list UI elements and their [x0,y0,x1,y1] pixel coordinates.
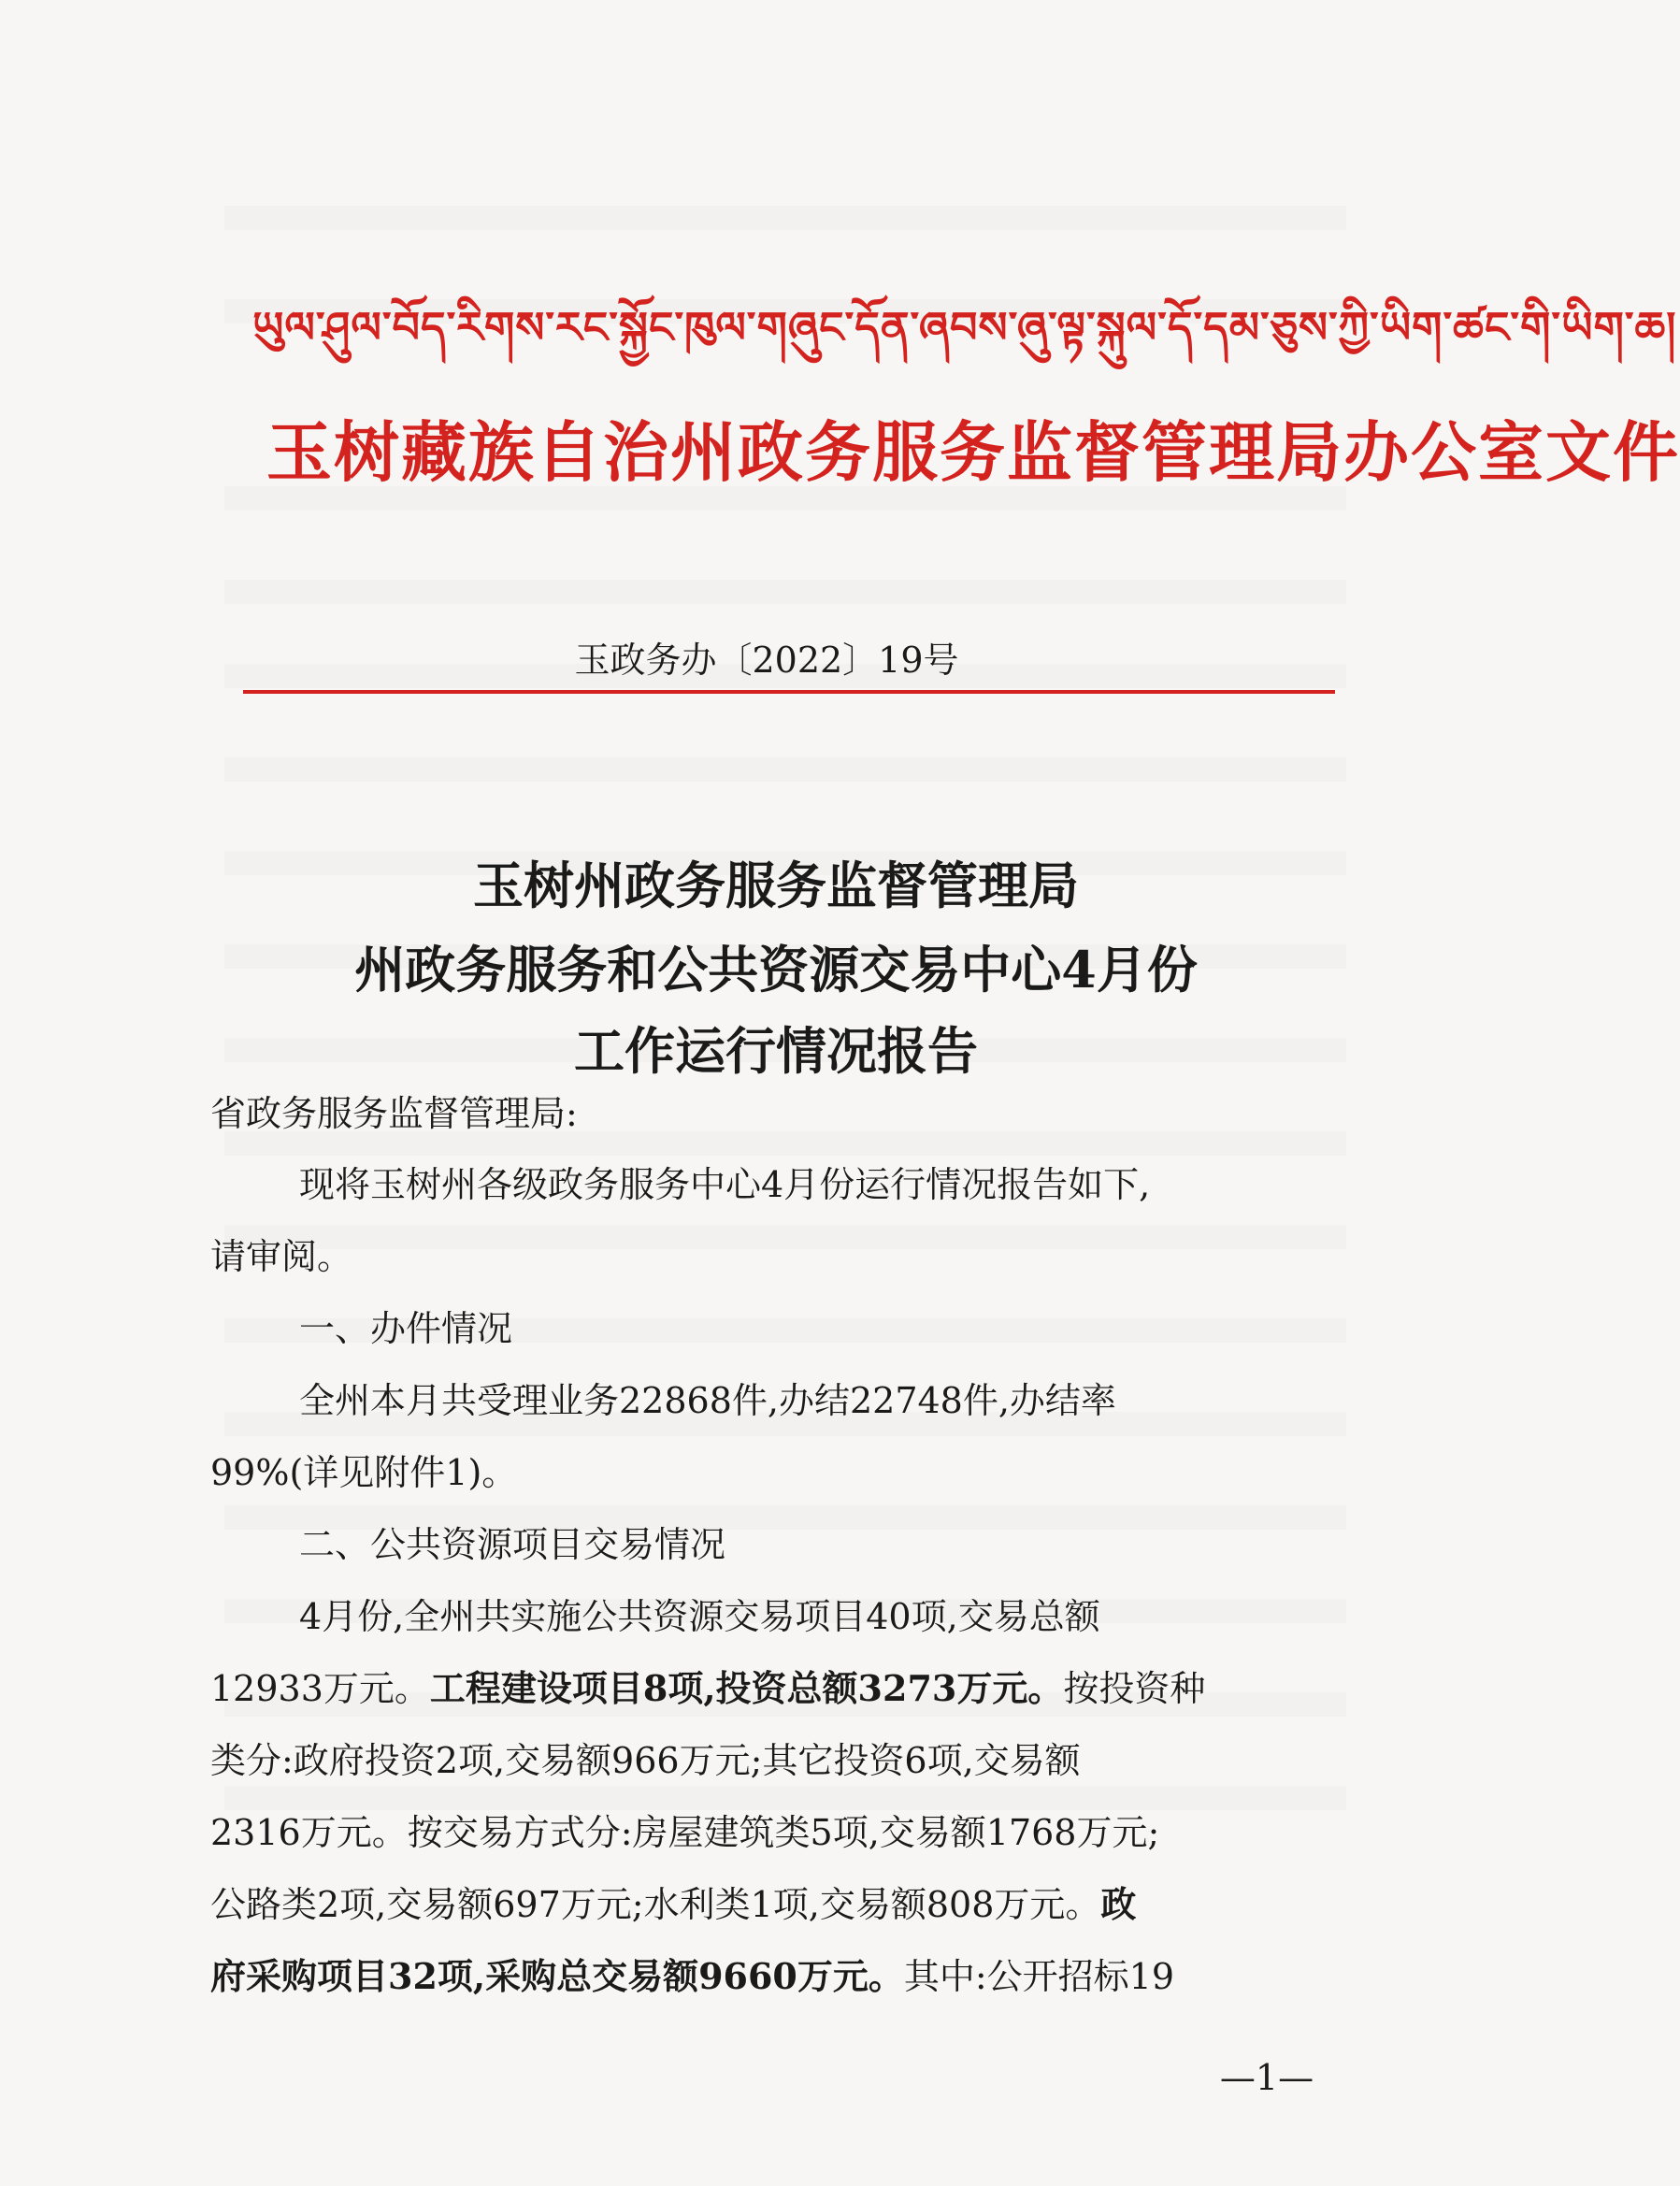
document-number: 玉政务办〔2022〕19号 [574,640,959,681]
section-1-line-1: 全州本月共受理业务22868件,办结22748件,办结率 [299,1380,1116,1421]
total-amount-text: 12933万元。 [210,1668,430,1709]
section-2-line-1: 4月份,全州共实施公共资源交易项目40项,交易总额 [299,1596,1100,1637]
open-tender-text: 其中:公开招标19 [903,1956,1175,1997]
procurement-lead: 政 [1100,1883,1137,1925]
tibetan-banner: ཡུལ་ཤུལ་བོད་རིགས་རང་སྐྱོང་ཁུལ་གཞུང་དོན་ཞབས་ཞུ་ལྟ་སྐུལ་དོ་དམ་ཅུས་ཀྱི་ཡིག་ཚང་གི་ཡིག་ཆ། [252,302,1677,352]
red-divider-line [243,690,1335,694]
engineering-projects-highlight: 工程建设项目8项,投资总额3273万元。 [429,1667,1064,1709]
section-2-line-6 [210,1955,1314,1997]
section-2-line-2 [210,1667,1314,1709]
section-2-line-3: 类分:政府投资2项,交易额966万元;其它投资6项,交易额 [210,1740,1081,1781]
report-title-line-2: 州政务服务和公共资源交易中心4月份 [354,940,1198,1000]
intro-line-2: 请审阅。 [210,1236,353,1277]
section-2-line-5 [210,1883,1314,1925]
section-1-heading: 一、办件情况 [299,1308,513,1349]
report-title-line-3: 工作运行情况报告 [574,1021,978,1081]
section-1-line-2: 99%(详见附件1)。 [210,1452,518,1493]
issuer-banner: 玉树藏族自治州政务服务监督管理局办公室文件 [266,413,1680,491]
intro-line-1: 现将玉树州各级政务服务中心4月份运行情况报告如下, [299,1164,1151,1205]
section-2-line-4: 2316万元。按交易方式分:房屋建筑类5项,交易额1768万元; [210,1812,1160,1853]
recipient: 省政务服务监督管理局: [210,1093,578,1134]
section-2-heading: 二、公共资源项目交易情况 [299,1524,726,1565]
report-title-line-1: 玉树州政务服务监督管理局 [473,856,1079,915]
road-water-text: 公路类2项,交易额697万元;水利类1项,交易额808万元。 [210,1884,1101,1925]
page-number: —1— [1219,2057,1314,2098]
investment-type-lead: 按投资种 [1063,1668,1206,1709]
procurement-highlight: 府采购项目32项,采购总交易额9660万元。 [210,1955,904,1997]
